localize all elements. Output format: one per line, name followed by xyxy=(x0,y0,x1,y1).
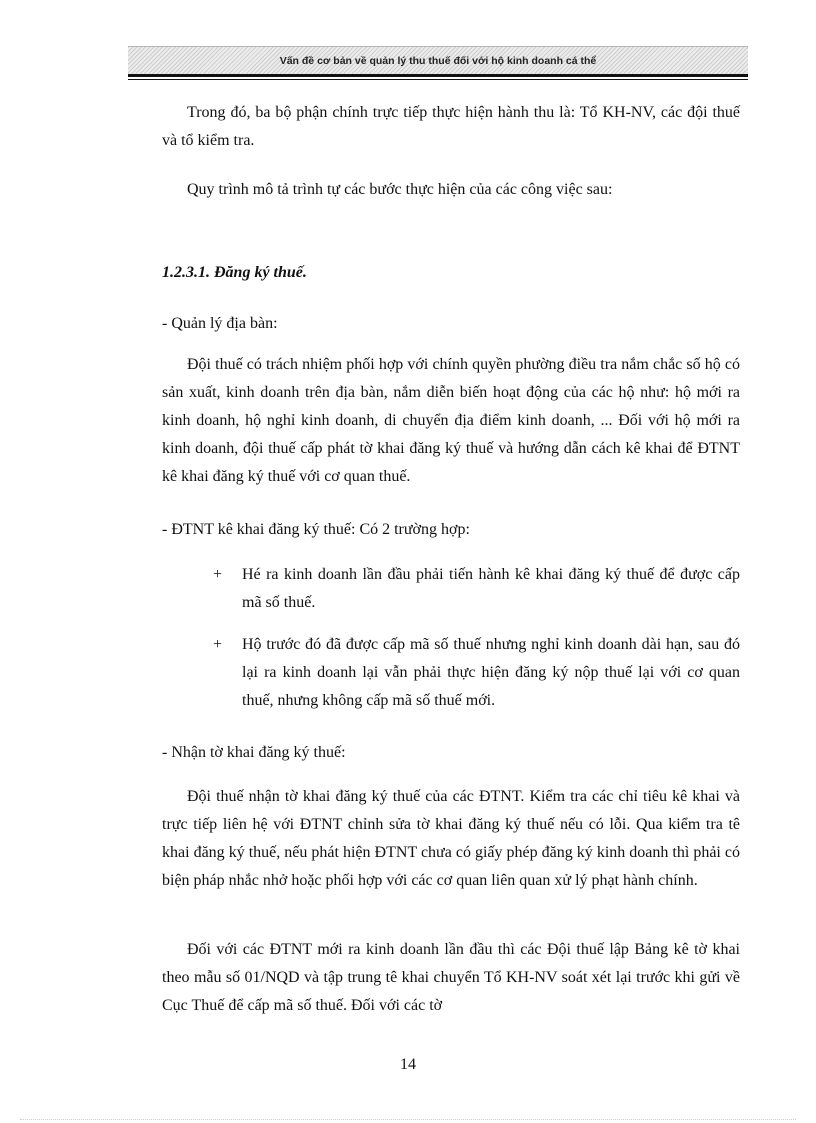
paragraph-process: Quy trình mô tả trình tự các bước thực hiện của các công việc sau: xyxy=(187,181,613,198)
running-header xyxy=(128,46,748,74)
header-rule-thick xyxy=(128,74,748,77)
bullet-symbol: + xyxy=(213,636,223,653)
running-header-title: Vấn đề cơ bản về quản lý thu thuế đối với hộ kinh doanh cá thể xyxy=(279,54,597,67)
page-number: 14 xyxy=(400,1056,416,1073)
bullet-item: Hộ trước đó đã được cấp mã số thuế nhưng nghỉ kinh doanh dài hạn, sau đó lại ra kinh doanh lại vẫn phải thực hiện đăng ký nộp thuế lại với cơ quan thuế, nhưng không cấp mã số thuế mới. xyxy=(242,636,740,709)
paragraph-declaration-check: Đội thuế nhận tờ khai đăng ký thuế của các ĐTNT. Kiểm tra các chỉ tiêu kê khai và trực tiếp liên hệ với ĐTNT chỉnh sửa tờ khai đăng ký thuế nếu có lỗi. Qua kiểm tra tê khai đăng ký thuế, nếu phát hiện ĐTNT chưa có giấy phép đăng ký kinh doanh thì phải có biện pháp nhắc nhở hoặc phối hợp với các cơ quan liên quan xử lý phạt hành chính. xyxy=(162,788,740,889)
bullet-symbol: + xyxy=(213,566,223,583)
bottom-dotted-line xyxy=(20,1119,796,1121)
paragraph-intro: Trong đó, ba bộ phận chính trực tiếp thực hiện hành thu là: Tổ KH-NV, các đội thuế và tổ kiểm tra. xyxy=(162,104,740,149)
paragraph-tax-team-duty: Đội thuế có trách nhiệm phối hợp với chính quyền phường điều tra nắm chắc số hộ có sản xuất, kinh doanh trên địa bàn, nắm diễn biến hoạt động của các hộ như: hộ mới ra kinh doanh, hộ nghỉ kinh doanh, di chuyển địa điểm kinh doanh, ... Đối với hộ mới ra kinh doanh, đội thuế cấp phát tờ khai đăng ký thuế và hướng dẫn cách kê khai để ĐTNT kê khai đăng ký thuế với cơ quan thuế. xyxy=(162,356,740,485)
paragraph-new-taxpayers: Đối với các ĐTNT mới ra kinh doanh lần đầu thì các Đội thuế lập Bảng kê tờ khai theo mẫu số 01/NQD và tập trung tê khai chuyển Tổ KH-NV soát xét lại trước khi gửi về Cục Thuế để cấp mã số thuế. Đối với các tờ xyxy=(162,941,740,1014)
paragraph-registration-cases: - ĐTNT kê khai đăng ký thuế: Có 2 trường hợp: xyxy=(162,521,470,538)
bullet-item: Hé ra kinh doanh lần đầu phải tiến hành kê khai đăng ký thuế để được cấp mã số thuế. xyxy=(242,566,740,611)
paragraph-area-management: - Quản lý địa bàn: xyxy=(162,315,278,332)
header-rule-thin xyxy=(128,79,748,80)
section-heading: 1.2.3.1. Đăng ký thuế. xyxy=(162,264,307,281)
paragraph-receive-declaration: - Nhận tờ khai đăng ký thuế: xyxy=(162,744,346,761)
